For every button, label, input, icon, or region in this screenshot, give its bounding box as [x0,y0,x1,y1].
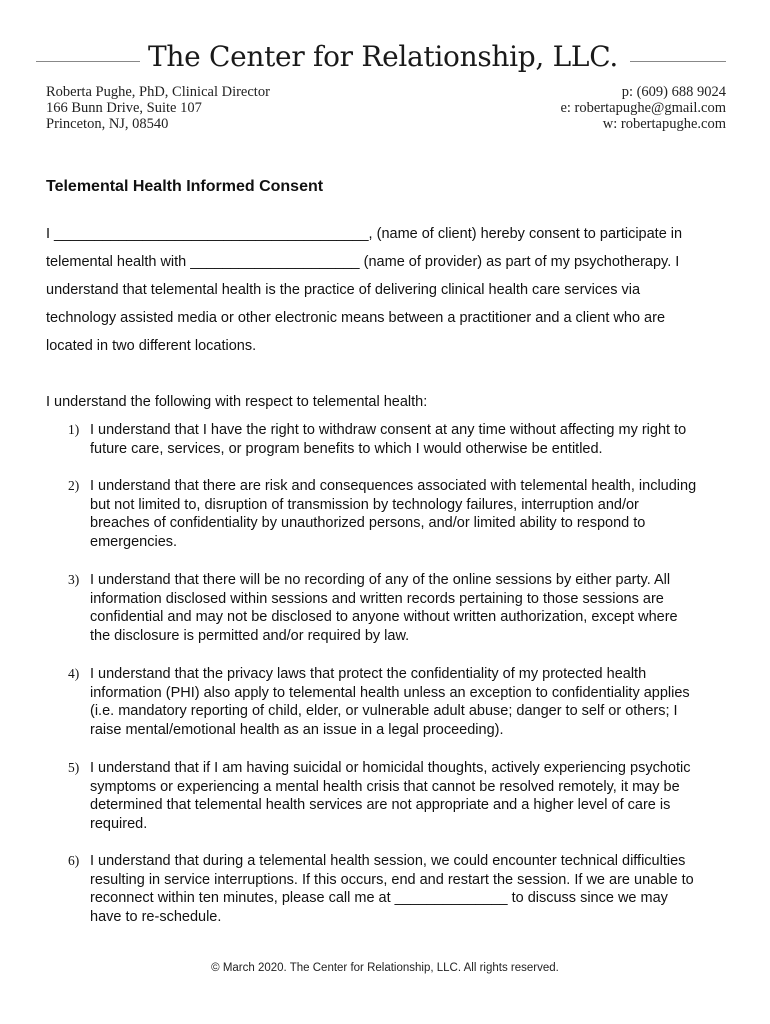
item-line: but not limited to, disruption of transmission by technology failures, interruption and/or [90,496,639,513]
item-number: 4) [68,666,80,681]
website: w: robertapughe.com [602,116,726,132]
item-line: I understand that if I am having suicidal or homicidal thoughts, actively experiencing psychotic [90,760,691,776]
item-number: 6) [68,853,80,868]
item-line: (i.e. mandatory reporting of child, elder, or vulnerable adult abuse; danger to self or others; I [90,703,678,720]
title-rule-right [630,61,726,62]
item-number: 5) [68,760,80,775]
letterhead [36,40,726,84]
item-line: required. [90,816,148,833]
paragraph-line: located in two different locations. [46,338,257,354]
item-text [90,665,730,740]
item-line: I understand that I have the right to withdraw consent at any time without affecting my right to [90,422,687,438]
paragraph-line: I _______________________________________, (name of client) hereby consent to participate in [46,226,683,242]
item-line: I understand that there are risk and consequences associated with telemental health, including [90,478,697,494]
item-number: 2) [68,478,80,493]
item-line: I understand that there will be no recording of any of the online sessions by either party. All [90,572,671,588]
item-line: I understand that during a telemental health session, we could encounter technical difficulties [90,853,686,869]
item-line: future care, services, or program benefits to which I would otherwise be entitled. [90,440,603,457]
item-text [90,571,730,646]
practice-title: The Center for Relationship, LLC. [148,40,618,73]
item-line: have to re-schedule. [90,909,222,926]
item-line: raise mental/emotional health as an issue in a legal proceeding). [90,722,504,739]
item-number: 1) [68,422,80,437]
item-text [90,421,730,458]
item-line: confidential and may not be disclosed to anyone without written authorization, except where [90,609,678,626]
item-line: reconnect within ten minutes, please call me at ______________ to discuss since we may [90,890,668,907]
title-rule-left [36,61,140,62]
copyright-footer: © March 2020. The Center for Relationship, LLC. All rights reserved. [211,962,559,974]
item-line: determined that telemental health services are not appropriate and a higher level of care is [90,797,671,814]
list-lead-text: I understand the following with respect to telemental health: [46,394,428,410]
item-line: emergencies. [90,534,178,551]
item-line: symptoms or experiencing a mental health crisis that cannot be resolved remotely, it may be [90,778,680,795]
item-text [90,477,730,552]
item-line: breaches of confidentiality by unauthorized persons, and/or limited ability to respond to [90,515,646,532]
director-name: Roberta Pughe, PhD, Clinical Director [46,84,270,100]
paragraph-line: understand that telemental health is the practice of delivering clinical health care services via [46,282,641,298]
email-address: e: robertapughe@gmail.com [560,100,726,116]
item-line: information (PHI) also apply to telemental health unless an exception to confidentiality applies [90,684,690,701]
item-text [90,852,730,927]
item-number: 3) [68,572,80,587]
city-state-zip: Princeton, NJ, 08540 [46,116,169,132]
paragraph-line: technology assisted media or other electronic means between a practitioner and a client who are [46,310,666,326]
item-line: information disclosed within sessions and written records pertaining to those sessions are [90,590,664,607]
item-line: the disclosure is permitted and/or required by law. [90,628,410,645]
consent-paragraph [46,220,726,360]
phone-number: p: (609) 688 9024 [621,84,726,100]
street-address: 166 Bunn Drive, Suite 107 [46,100,202,116]
contact-info-block [560,84,726,132]
paragraph-line: telemental health with _____________________ (name of provider) as part of my psychotherapy. I [46,254,680,270]
item-line: I understand that the privacy laws that protect the confidentiality of my protected health [90,666,647,682]
item-line: resulting in service interruptions. If this occurs, end and restart the session. If we are unable to [90,871,694,888]
contact-address-block [46,84,270,132]
item-text [90,759,730,834]
document-heading: Telemental Health Informed Consent [46,178,324,195]
